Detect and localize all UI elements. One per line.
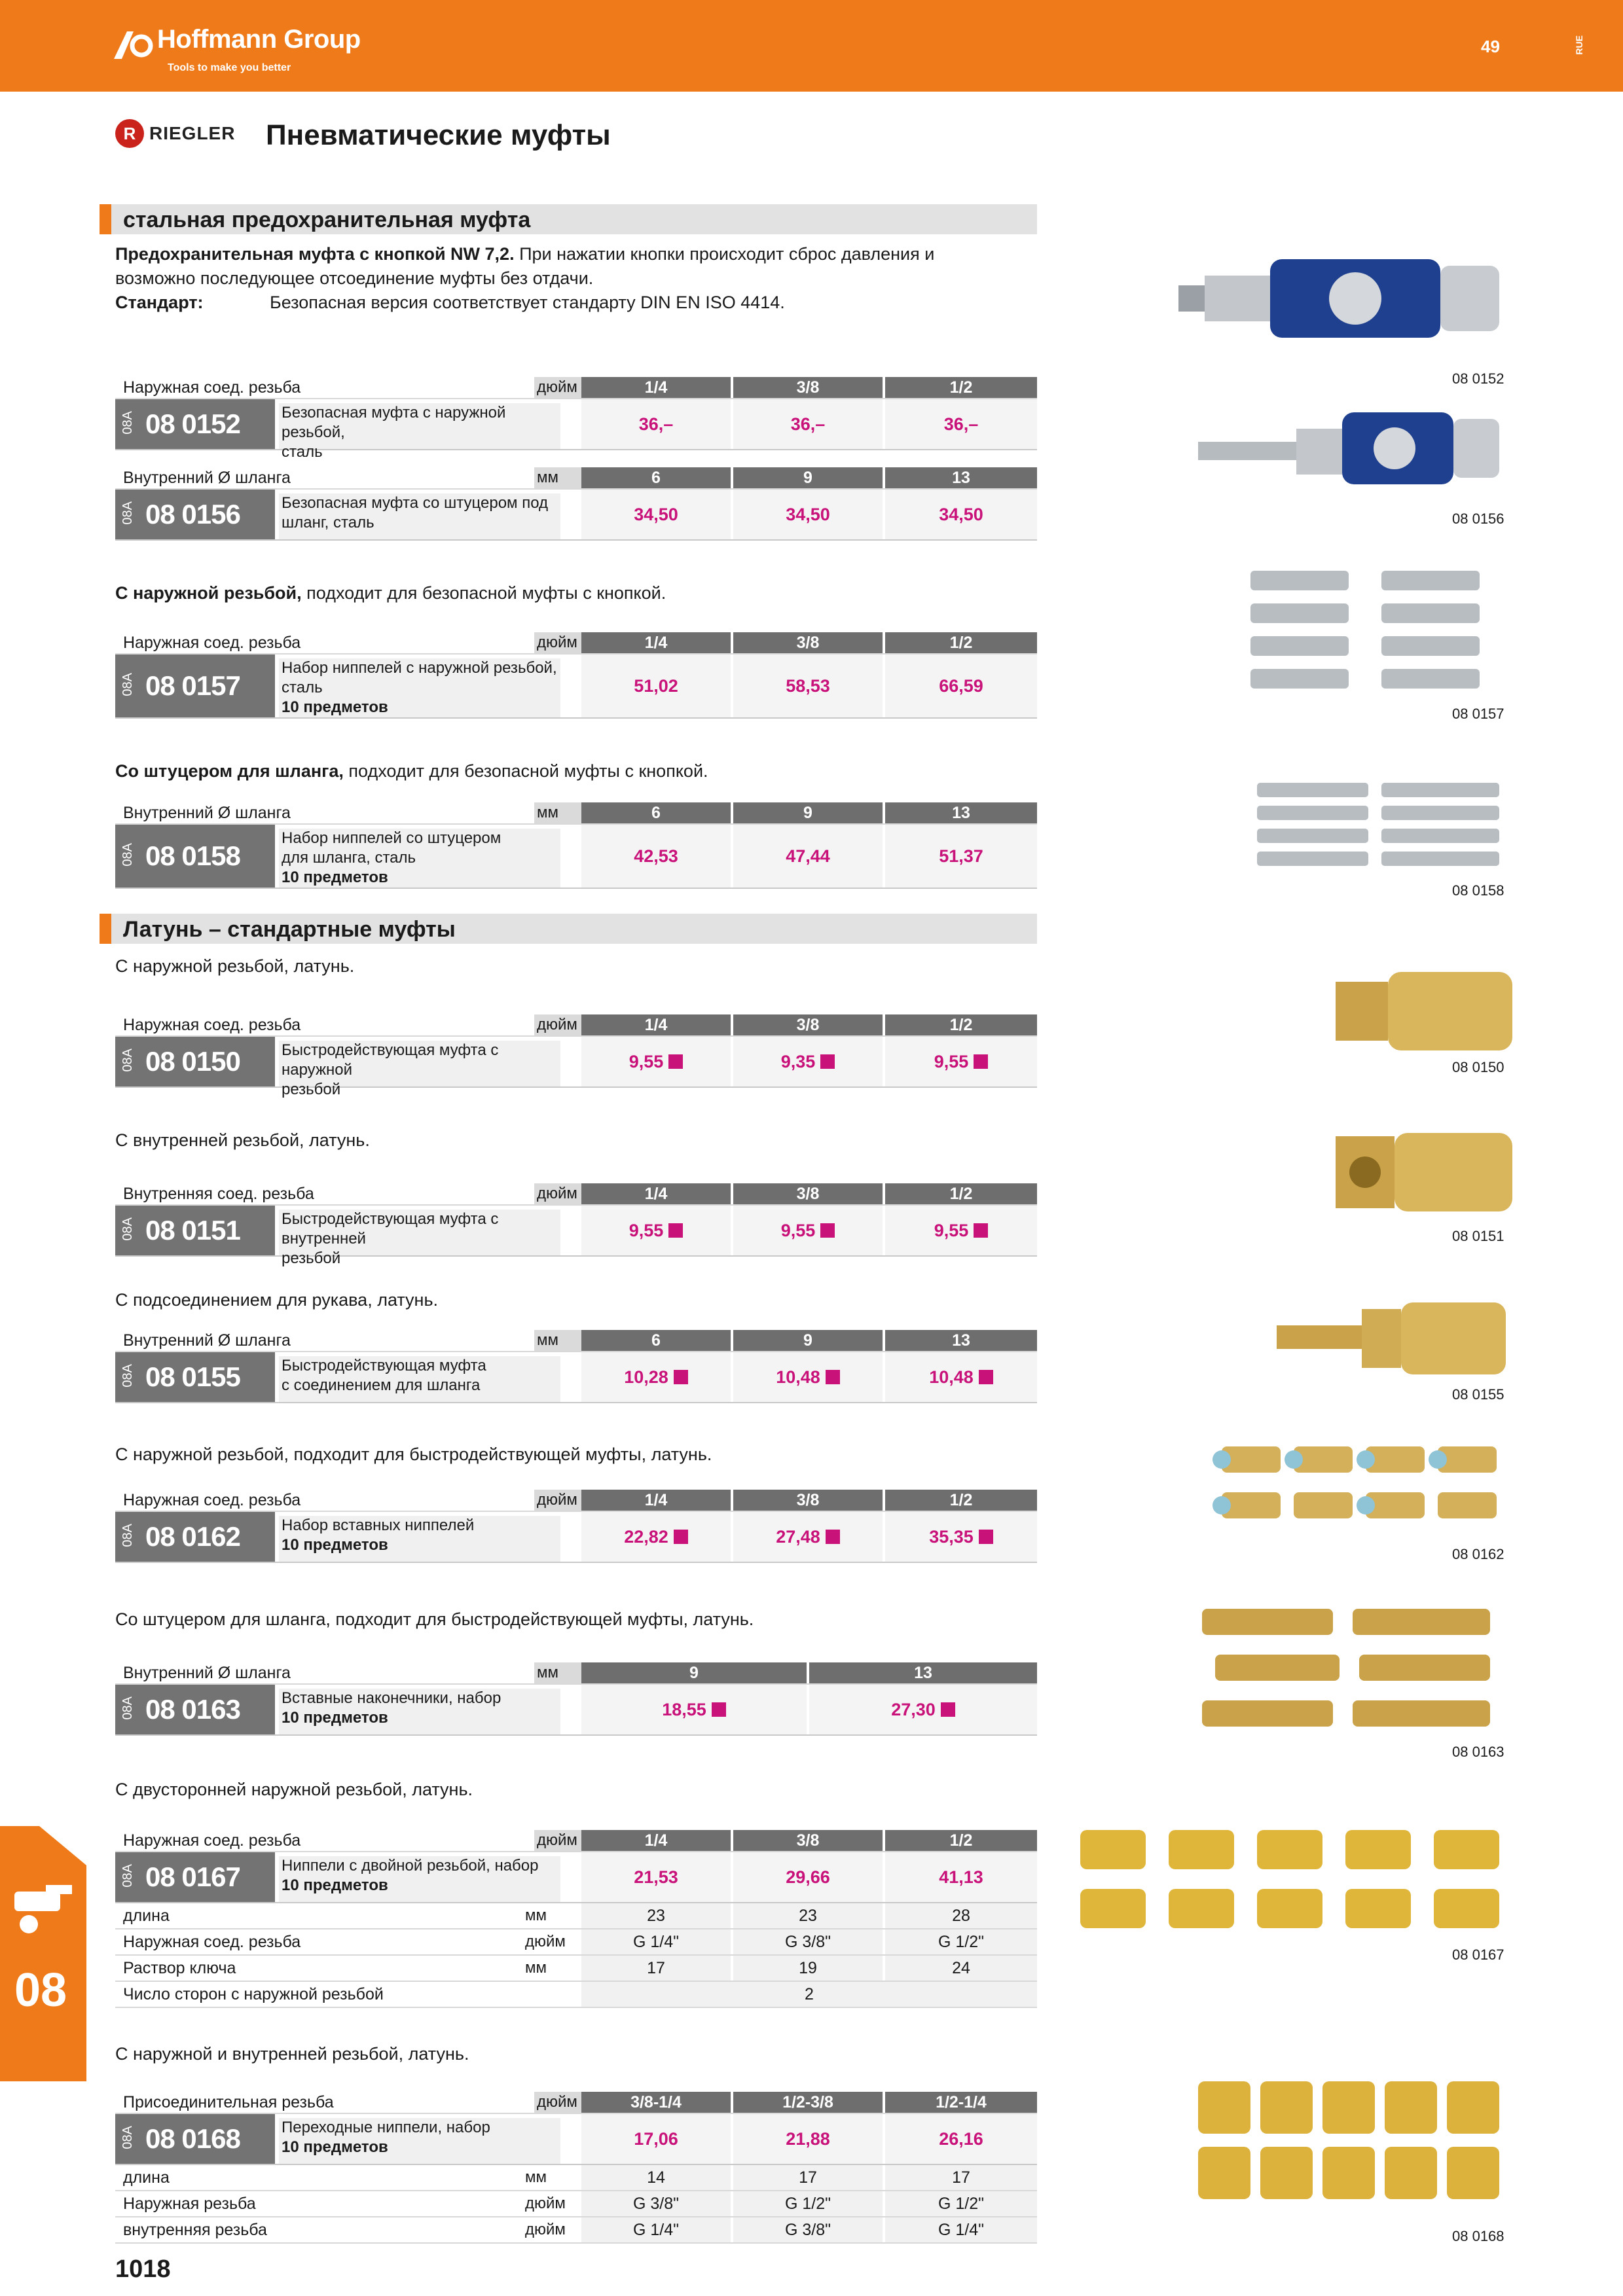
product-description: Безопасная муфта со штуцером под шланг, сталь <box>279 493 560 539</box>
unit: дюйм <box>534 377 581 398</box>
article-code: 08 0156 <box>145 499 240 529</box>
article-code: 08 0155 <box>145 1361 240 1392</box>
reducing-nipple-set-image <box>1198 2075 1506 2206</box>
net-price-marker-icon <box>712 1702 726 1717</box>
intro-lead-rest: При нажатии кнопки происходит сброс давления и <box>514 244 935 264</box>
unit: мм <box>534 467 581 488</box>
spec-row: Наружная резьба дюйм G 3/8" G 1/2" G 1/2" <box>115 2191 1037 2217</box>
table-080162: Наружная соед. резьба дюйм 1/4 3/8 1/2 08A 08 0162 Набор вставных ниппелей 10 предметов 22,82 27,48 35,35 <box>115 1490 1037 1563</box>
note-080155: С подсоединением для рукава, латунь. <box>115 1290 439 1310</box>
language-code: RUE <box>1574 35 1584 55</box>
article-code: 08 0167 <box>145 1861 240 1892</box>
table-080158: Внутренний Ø шланга мм 6 9 13 08A 08 0158 Набор ниппелей со штуцером для шланга, сталь 10 предметов 42,53 47,44 51,37 <box>115 802 1037 889</box>
article-code: 08 0168 <box>145 2123 240 2154</box>
brass-hose-tail-set-image <box>1202 1602 1497 1733</box>
section-header-brass <box>100 914 1037 944</box>
intro-line2: возможно последующее отсоединение муфты без отдачи. <box>115 268 594 288</box>
spec-row: Число сторон с наружной резьбой 2 <box>115 1982 1037 2008</box>
price-cell: 27,30 <box>809 1685 1037 1734</box>
spec-row: Раствор ключа мм 17 19 24 <box>115 1956 1037 1982</box>
article-code-box: 08A 08 0157 <box>115 655 275 717</box>
article-code: 08 0162 <box>145 1521 240 1552</box>
riegler-mark-icon: R <box>115 119 144 148</box>
price-cell: 9,35 <box>733 1037 883 1086</box>
net-price-marker-icon <box>668 1054 683 1069</box>
price-cell: 21,53 <box>581 1852 731 1902</box>
table-080157: Наружная соед. резьба дюйм 1/4 3/8 1/2 08A 08 0157 Набор ниппелей с наружной резьбой, сталь 10 предметов 51,02 58,53 66,59 <box>115 632 1037 719</box>
net-price-marker-icon <box>668 1223 683 1238</box>
article-code-box: 08A 08 0156 <box>115 490 275 539</box>
riegler-wordmark: RIEGLER <box>149 123 236 143</box>
double-nipple-set-image <box>1080 1823 1512 1935</box>
steel-intro <box>115 242 1045 315</box>
steel-nipple-set-image <box>1244 558 1519 702</box>
price-cell: 47,44 <box>733 825 883 888</box>
price-cell: 22,82 <box>581 1512 731 1562</box>
image-caption: 08 0152 <box>1452 370 1504 387</box>
standard-label: Стандарт: <box>115 293 204 312</box>
col-header: 1/4 <box>581 377 731 398</box>
price-cell: 9,55 <box>581 1037 731 1086</box>
section-header-steel <box>100 204 1037 234</box>
spec-row: длина мм 23 23 28 <box>115 1903 1037 1929</box>
brand-tagline: Tools to make you better <box>168 62 291 73</box>
brass-plug-nipple-set-image <box>1209 1433 1510 1538</box>
spec-row: длина мм 14 17 17 <box>115 2165 1037 2191</box>
image-caption: 08 0162 <box>1452 1546 1504 1562</box>
product-description: Набор ниппелей с наружной резьбой, сталь 10 предметов <box>279 658 560 717</box>
image-caption: 08 0157 <box>1452 706 1504 722</box>
image-caption: 08 0155 <box>1452 1386 1504 1403</box>
price-cell: 10,28 <box>581 1352 731 1402</box>
net-price-marker-icon <box>826 1530 840 1544</box>
note-080158: Со штуцером для шланга, подходит для безопасной муфты с кнопкой. <box>115 761 708 781</box>
image-caption: 08 0150 <box>1452 1059 1504 1075</box>
page-number-top: 49 <box>1481 37 1500 56</box>
table-080151: Внутренняя соед. резьба дюйм 1/4 3/8 1/2 08A 08 0151 Быстродействующая муфта с внутренней резьбой 9,55 9,55 9,55 <box>115 1183 1037 1257</box>
price-cell: 66,59 <box>885 655 1037 717</box>
note-080157: С наружной резьбой, подходит для безопасной муфты с кнопкой. <box>115 583 666 603</box>
article-code: 08 0151 <box>145 1215 240 1246</box>
page-title: Пневматические муфты <box>266 119 611 151</box>
section-title: стальная предохранительная муфта <box>123 207 531 232</box>
price-cell: 27,48 <box>733 1512 883 1562</box>
price-cell: 35,35 <box>885 1512 1037 1562</box>
table-080163: Внутренний Ø шланга мм 9 13 08A 08 0163 Вставные наконечники, набор 10 предметов 18,55 27,30 <box>115 1662 1037 1736</box>
price-cell: 34,50 <box>733 490 883 539</box>
note-080163: Со штуцером для шланга, подходит для быстродействующей муфты, латунь. <box>115 1609 754 1629</box>
price-cell: 34,50 <box>581 490 731 539</box>
note-080167: С двусторонней наружной резьбой, латунь. <box>115 1780 473 1799</box>
article-code-box: 08A 08 0158 <box>115 825 275 888</box>
steel-hose-nipple-set-image <box>1250 776 1512 874</box>
price-cell: 51,02 <box>581 655 731 717</box>
price-cell: 9,55 <box>885 1037 1037 1086</box>
intro-lead: Предохранительная муфта с кнопкой NW 7,2. <box>115 244 515 264</box>
net-price-marker-icon <box>979 1370 993 1384</box>
price-cell: 17,06 <box>581 2114 731 2164</box>
image-caption: 08 0151 <box>1452 1228 1504 1244</box>
price-cell: 26,16 <box>885 2114 1037 2164</box>
table-080152 <box>115 377 1037 461</box>
article-code: 08 0158 <box>145 840 240 871</box>
net-price-marker-icon <box>974 1223 988 1238</box>
note-080162: С наружной резьбой, подходит для быстродействующей муфты, латунь. <box>115 1444 712 1464</box>
net-price-marker-icon <box>941 1702 955 1717</box>
price-cell: 9,55 <box>733 1206 883 1255</box>
price-cell: 21,88 <box>733 2114 883 2164</box>
col-header: 1/2 <box>885 377 1037 398</box>
spec-row: Наружная соед. резьба дюйм G 1/4" G 3/8" G 1/2" <box>115 1929 1037 1956</box>
col-header: 3/8 <box>733 377 883 398</box>
price-cell: 10,48 <box>885 1352 1037 1402</box>
price-cell: 41,13 <box>885 1852 1037 1902</box>
price-cell: 10,48 <box>733 1352 883 1402</box>
net-price-marker-icon <box>826 1370 840 1384</box>
riegler-logo <box>115 117 235 151</box>
standard-value: Безопасная версия соответствует стандарту DIN EN ISO 4414. <box>270 293 785 312</box>
header-label: Внутренний Ø шланга <box>123 469 291 487</box>
image-caption: 08 0168 <box>1452 2228 1504 2244</box>
image-caption: 08 0163 <box>1452 1744 1504 1760</box>
article-code: 08 0150 <box>145 1046 240 1077</box>
price-cell: 36,– <box>733 399 883 449</box>
table-080150: Наружная соед. резьба дюйм 1/4 3/8 1/2 08A 08 0150 Быстродействующая муфта с наружной резьбой 9,55 9,35 9,55 <box>115 1014 1037 1088</box>
product-description: Набор ниппелей со штуцером для шланга, сталь 10 предметов <box>279 829 560 888</box>
net-price-marker-icon <box>674 1530 688 1544</box>
table-080155: Внутренний Ø шланга мм 6 9 13 08A 08 0155 Быстродействующая муфта с соединением для шланга 10,28 10,48 10,48 <box>115 1330 1037 1403</box>
note-080168: С наружной и внутренней резьбой, латунь. <box>115 2044 469 2064</box>
table-080167: Наружная соед. резьба дюйм 1/4 3/8 1/2 08A 08 0167 Ниппели с двойной резьбой, набор 10 предметов 21,53 29,66 41,13 длина мм 23 23 28 Наружная соед. резьба дюйм G 1/4" G 3/8" G 1/2" Раствор ключа мм 17 19 24 Число сторон с наружной резьбой 2 <box>115 1830 1037 2008</box>
net-price-marker-icon <box>974 1054 988 1069</box>
price-cell: 42,53 <box>581 825 731 888</box>
safety-coupling-male-image <box>1178 246 1506 351</box>
price-cell: 34,50 <box>885 490 1037 539</box>
brass-coupling-male-image <box>1329 962 1519 1060</box>
brass-coupling-female-image <box>1329 1123 1519 1221</box>
net-price-marker-icon <box>820 1054 835 1069</box>
price-cell: 29,66 <box>733 1852 883 1902</box>
article-code: 08 0157 <box>145 670 240 701</box>
hoffmann-logo-icon <box>114 26 153 62</box>
price-cell: 9,55 <box>885 1206 1037 1255</box>
section-title: Латунь – стандартные муфты <box>123 917 456 942</box>
brass-coupling-hose-image <box>1277 1296 1512 1381</box>
price-cell: 58,53 <box>733 655 883 717</box>
price-cell: 9,55 <box>581 1206 731 1255</box>
article-code: 08 0152 <box>145 408 240 439</box>
image-caption: 08 0167 <box>1452 1946 1504 1963</box>
net-price-marker-icon <box>820 1223 835 1238</box>
article-code-box <box>115 399 275 449</box>
table-080156: Внутренний Ø шланга мм 6 9 13 08A 08 0156 Безопасная муфта со штуцером под шланг, сталь 34,50 34,50 34,50 <box>115 467 1037 541</box>
chapter-number: 08 <box>14 1964 67 2017</box>
price-cell: 18,55 <box>581 1685 807 1734</box>
price-cell: 36,– <box>581 399 731 449</box>
net-price-marker-icon <box>979 1530 993 1544</box>
spec-row: внутренняя резьба дюйм G 1/4" G 3/8" G 1/4" <box>115 2217 1037 2244</box>
header-label: Наружная соед. резьба <box>123 378 301 397</box>
net-price-marker-icon <box>674 1370 688 1384</box>
page-number-bottom: 1018 <box>115 2255 171 2283</box>
table-080168: Присоединительная резьба дюйм 3/8-1/4 1/2-3/8 1/2-1/4 08A 08 0168 Переходные ниппели, набор 10 предметов 17,06 21,88 26,16 длина мм 14 17 17 Наружная резьба дюйм G 3/8" G 1/2" G 1/2" внутренняя резьба дюйм G 1/4" G 3/8" G 1/4" <box>115 2092 1037 2244</box>
chapter-tab <box>0 1826 86 2081</box>
note-080151: С внутренней резьбой, латунь. <box>115 1130 370 1150</box>
brand-name: Hoffmann Group <box>157 25 361 54</box>
article-code: 08 0163 <box>145 1694 240 1725</box>
image-caption: 08 0158 <box>1452 882 1504 899</box>
image-caption: 08 0156 <box>1452 511 1504 527</box>
price-cell: 51,37 <box>885 825 1037 888</box>
note-080150: С наружной резьбой, латунь. <box>115 956 355 976</box>
code-prefix: 08A <box>120 411 135 435</box>
price-cell: 36,– <box>885 399 1037 449</box>
safety-coupling-hose-image <box>1198 406 1506 491</box>
product-description: Безопасная муфта с наружной резьбой, сталь <box>279 403 560 449</box>
